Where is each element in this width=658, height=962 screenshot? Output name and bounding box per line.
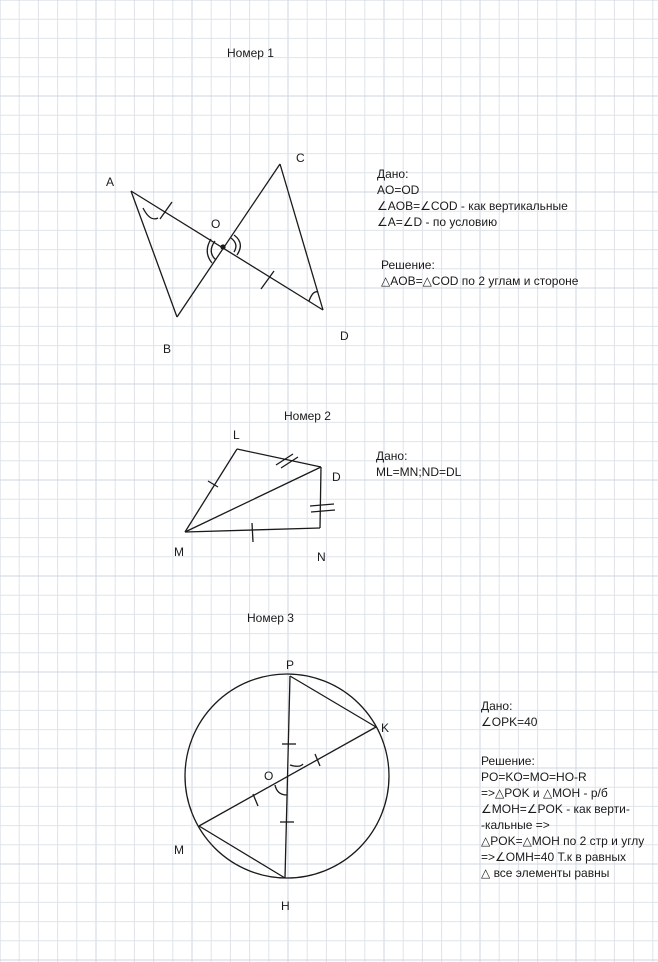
task1-solution bbox=[381, 257, 578, 289]
given-line: Дано: bbox=[377, 167, 409, 181]
label-point-m2: M bbox=[174, 545, 184, 559]
task3-given bbox=[481, 698, 537, 730]
given-line: AO=OD bbox=[377, 183, 420, 197]
solution-line: =>△POK и △MOH - р/б bbox=[481, 786, 608, 800]
task1-title: Номер 1 bbox=[227, 46, 274, 60]
task1-given bbox=[377, 166, 568, 230]
given-line: ∠AOB=∠COD - как вертикальные bbox=[377, 199, 568, 213]
solution-line: ∠MOH=∠POK - как верти- bbox=[481, 802, 630, 816]
solution-line: Решение: bbox=[381, 258, 435, 272]
label-point-a: A bbox=[106, 175, 115, 189]
label-point-o: O bbox=[211, 217, 221, 231]
solution-line: =>∠OMH=40 Т.к в равных bbox=[481, 850, 627, 864]
label-point-d: D bbox=[340, 329, 349, 343]
solution-line: △AOB=△COD по 2 углам и стороне bbox=[381, 274, 579, 288]
label-point-m3: M bbox=[174, 843, 184, 857]
task2-title: Номер 2 bbox=[284, 409, 331, 423]
given-line: ML=MN;ND=DL bbox=[376, 465, 462, 479]
label-point-h: H bbox=[281, 899, 290, 913]
label-point-o3: O bbox=[264, 769, 274, 783]
solution-line: △POK=△MOH по 2 стр и углу bbox=[481, 834, 645, 848]
given-line: ∠OPK=40 bbox=[481, 715, 538, 729]
solution-line: PO=KO=MO=HO-R bbox=[481, 770, 587, 784]
given-line: ∠A=∠D - по условию bbox=[377, 215, 498, 229]
label-point-l: L bbox=[233, 428, 240, 442]
label-point-b: B bbox=[163, 342, 172, 356]
solution-line: Решение: bbox=[481, 754, 535, 768]
label-point-p: P bbox=[286, 658, 295, 672]
solution-line: △ все элементы равны bbox=[481, 866, 610, 880]
given-line: Дано: bbox=[481, 699, 513, 713]
task2-given bbox=[376, 448, 461, 480]
task3-title: Номер 3 bbox=[247, 611, 294, 625]
label-point-c: C bbox=[296, 151, 305, 165]
given-line: Дано: bbox=[376, 449, 408, 463]
solution-line: -кальные => bbox=[481, 818, 550, 832]
label-point-n: N bbox=[317, 550, 326, 564]
label-point-d2: D bbox=[332, 470, 341, 484]
label-point-k: K bbox=[381, 721, 390, 735]
task3-solution bbox=[481, 753, 644, 881]
